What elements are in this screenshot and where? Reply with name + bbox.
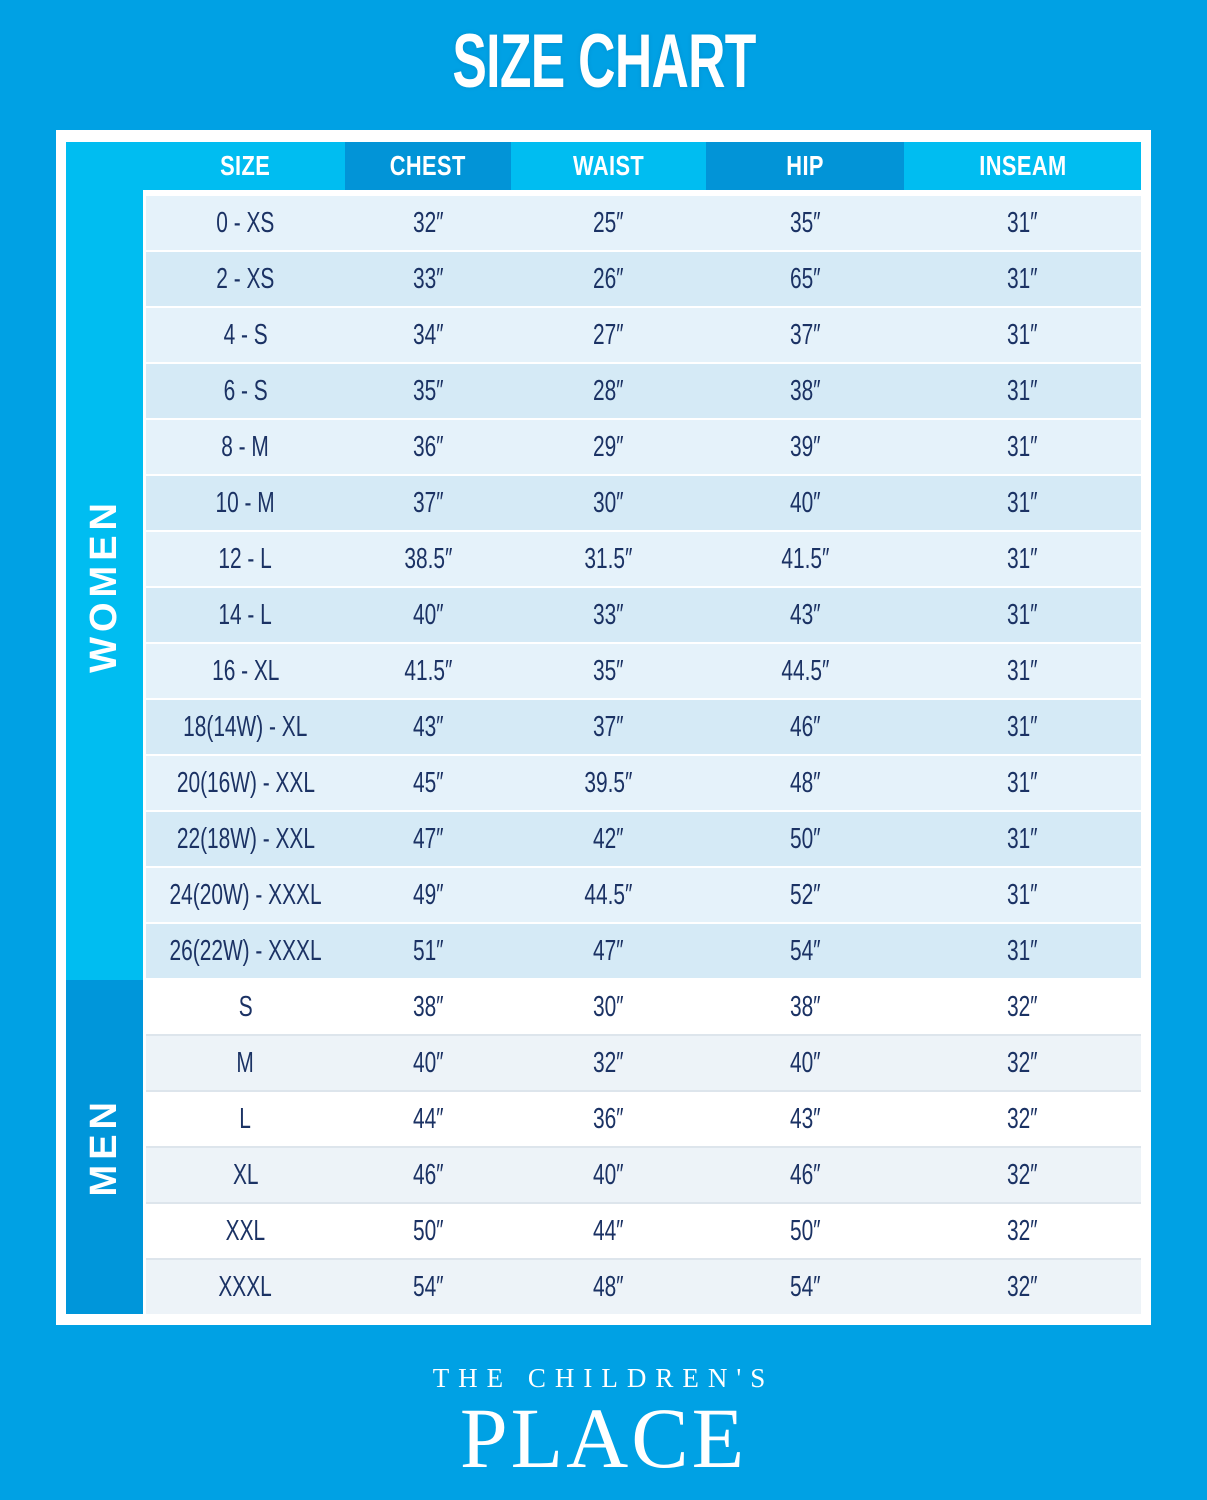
measurement-cell	[706, 868, 904, 922]
cell-value: 38″	[412, 990, 444, 1023]
cell-value: 26″	[593, 262, 624, 295]
measurement-cell	[345, 700, 511, 754]
cell-value: 41.5″	[403, 654, 453, 687]
cell-value: 32″	[1007, 1214, 1038, 1247]
cell-value: 44″	[412, 1102, 444, 1135]
measurement-cell	[511, 364, 706, 418]
cell-value: 28″	[593, 374, 624, 407]
cell-value: XL	[232, 1158, 259, 1191]
cell-value: 4 - S	[223, 318, 268, 351]
size-cell	[146, 1204, 345, 1258]
cell-value: 31.5″	[584, 542, 633, 575]
measurement-cell	[706, 756, 904, 810]
measurement-cell	[904, 812, 1141, 866]
measurement-cell	[706, 476, 904, 530]
size-cell	[146, 868, 345, 922]
cell-value: 24(20W) - XXXL	[169, 878, 322, 911]
measurement-cell	[706, 364, 904, 418]
measurement-cell	[345, 588, 511, 642]
measurement-cell	[345, 364, 511, 418]
brand-name-bottom: PLACE	[459, 1390, 748, 1486]
cell-value: 27″	[593, 318, 624, 351]
measurement-cell	[904, 1148, 1141, 1202]
measurement-cell	[511, 644, 706, 698]
cell-value: XXL	[225, 1214, 266, 1247]
cell-value: 38″	[789, 374, 821, 407]
measurement-cell	[511, 1036, 706, 1090]
cell-value: 2 - XS	[216, 262, 275, 295]
cell-value: 40″	[593, 1158, 624, 1191]
cell-value: 30″	[593, 990, 624, 1023]
cell-value: 47″	[593, 934, 624, 967]
measurement-cell	[904, 308, 1141, 362]
men-section-label: MEN	[83, 1097, 125, 1197]
measurement-cell	[511, 1204, 706, 1258]
column-header-size	[66, 142, 345, 190]
cell-value: 29″	[593, 430, 624, 463]
size-cell	[146, 364, 345, 418]
cell-value: L	[239, 1102, 252, 1135]
measurement-cell	[904, 1092, 1141, 1146]
cell-value: 39″	[789, 430, 821, 463]
measurement-cell	[706, 420, 904, 474]
cell-value: 33″	[593, 598, 624, 631]
measurement-cell	[706, 1148, 904, 1202]
cell-value: 31″	[1007, 430, 1038, 463]
measurement-cell	[706, 812, 904, 866]
cell-value: 51″	[412, 934, 444, 967]
column-header-size-label: SIZE	[220, 150, 271, 181]
cell-value: 33″	[412, 262, 444, 295]
cell-value: 34″	[412, 318, 444, 351]
measurement-cell	[511, 1148, 706, 1202]
measurement-cell	[904, 364, 1141, 418]
measurement-cell	[706, 1036, 904, 1090]
size-cell	[146, 1092, 345, 1146]
measurement-cell	[706, 308, 904, 362]
cell-value: 54″	[789, 934, 821, 967]
measurement-cell	[706, 644, 904, 698]
measurement-cell	[511, 812, 706, 866]
cell-value: 35″	[412, 374, 444, 407]
size-cell	[146, 1260, 345, 1314]
measurement-cell	[706, 980, 904, 1034]
column-header-hip	[706, 142, 904, 190]
size-cell	[146, 196, 345, 250]
cell-value: 32″	[1007, 1102, 1038, 1135]
table-row	[146, 700, 1141, 756]
cell-value: 12 - L	[218, 542, 273, 575]
cell-value: 32″	[593, 1046, 624, 1079]
size-cell	[146, 924, 345, 978]
measurement-cell	[904, 252, 1141, 306]
column-header-chest	[345, 142, 511, 190]
cell-value: 44.5″	[780, 654, 830, 687]
sidebar-section-men	[66, 980, 143, 1314]
cell-value: 31″	[1007, 262, 1038, 295]
cell-value: 0 - XS	[216, 206, 275, 239]
cell-value: 26(22W) - XXXL	[169, 934, 322, 967]
measurement-cell	[511, 196, 706, 250]
cell-value: 36″	[412, 430, 444, 463]
cell-value: 14 - L	[218, 598, 273, 631]
size-cell	[146, 308, 345, 362]
cell-value: 31″	[1007, 374, 1038, 407]
cell-value: 35″	[593, 654, 624, 687]
cell-value: 45″	[412, 766, 444, 799]
cell-value: 31″	[1007, 486, 1038, 519]
cell-value: 43″	[412, 710, 444, 743]
cell-value: 31″	[1007, 766, 1038, 799]
measurement-cell	[345, 532, 511, 586]
column-header-hip-label: HIP	[786, 150, 824, 181]
table-row	[146, 308, 1141, 364]
table-row	[146, 1092, 1141, 1148]
cell-value: 20(16W) - XXL	[176, 766, 315, 799]
size-cell	[146, 252, 345, 306]
cell-value: 44″	[593, 1214, 624, 1247]
cell-value: 18(14W) - XL	[183, 710, 308, 743]
measurement-cell	[904, 644, 1141, 698]
measurement-cell	[904, 700, 1141, 754]
measurement-cell	[345, 1036, 511, 1090]
measurement-cell	[345, 868, 511, 922]
size-chart-table	[56, 130, 1151, 1325]
cell-value: 46″	[789, 710, 821, 743]
table-body	[66, 190, 1141, 1314]
measurement-cell	[511, 1260, 706, 1314]
table-row	[146, 756, 1141, 812]
measurement-cell	[345, 420, 511, 474]
size-cell	[146, 756, 345, 810]
cell-value: 50″	[789, 822, 821, 855]
table-row	[146, 588, 1141, 644]
cell-value: 47″	[412, 822, 444, 855]
measurement-cell	[345, 1092, 511, 1146]
column-header-inseam-label: INSEAM	[978, 150, 1067, 181]
cell-value: 46″	[789, 1158, 821, 1191]
cell-value: 35″	[789, 206, 821, 239]
cell-value: 31″	[1007, 206, 1038, 239]
measurement-cell	[345, 196, 511, 250]
cell-value: 46″	[412, 1158, 444, 1191]
cell-value: 30″	[593, 486, 624, 519]
cell-value: 43″	[789, 1102, 821, 1135]
cell-value: 50″	[789, 1214, 821, 1247]
measurement-cell	[706, 924, 904, 978]
measurement-cell	[511, 980, 706, 1034]
measurement-cell	[511, 420, 706, 474]
cell-value: 38″	[789, 990, 821, 1023]
cell-value: 49″	[412, 878, 444, 911]
size-cell	[146, 1148, 345, 1202]
table-header-row	[66, 142, 1141, 190]
measurement-cell	[511, 252, 706, 306]
page-title	[0, 0, 1207, 126]
table-row	[146, 532, 1141, 588]
measurement-cell	[706, 1260, 904, 1314]
column-header-waist-label: WAIST	[572, 150, 645, 181]
table-row	[146, 1204, 1141, 1260]
cell-value: 32″	[1007, 1046, 1038, 1079]
cell-value: 32″	[1007, 1158, 1038, 1191]
measurement-cell	[345, 644, 511, 698]
table-row	[146, 644, 1141, 700]
cell-value: M	[236, 1046, 255, 1079]
measurement-cell	[345, 1148, 511, 1202]
cell-value: 41.5″	[780, 542, 830, 575]
measurement-cell	[345, 756, 511, 810]
measurement-cell	[345, 980, 511, 1034]
cell-value: 43″	[789, 598, 821, 631]
cell-value: 42″	[593, 822, 624, 855]
cell-value: 31″	[1007, 318, 1038, 351]
measurement-cell	[706, 700, 904, 754]
table-row	[146, 924, 1141, 980]
cell-value: 40″	[412, 598, 444, 631]
cell-value: 32″	[1007, 1270, 1038, 1303]
cell-value: 10 - M	[215, 486, 276, 519]
column-header-waist	[511, 142, 706, 190]
cell-value: 22(18W) - XXL	[176, 822, 315, 855]
measurement-cell	[904, 532, 1141, 586]
measurement-cell	[904, 980, 1141, 1034]
cell-value: 52″	[789, 878, 821, 911]
size-cell	[146, 588, 345, 642]
size-cell	[146, 980, 345, 1034]
cell-value: XXXL	[218, 1270, 273, 1303]
measurement-cell	[904, 420, 1141, 474]
measurement-cell	[345, 308, 511, 362]
size-cell	[146, 812, 345, 866]
cell-value: 38.5″	[403, 542, 453, 575]
table-row	[146, 812, 1141, 868]
cell-value: 6 - S	[223, 374, 268, 407]
measurement-cell	[706, 196, 904, 250]
cell-value: 50″	[412, 1214, 444, 1247]
cell-value: 54″	[412, 1270, 444, 1303]
cell-value: 39.5″	[584, 766, 633, 799]
measurement-cell	[706, 532, 904, 586]
cell-value: 31″	[1007, 598, 1038, 631]
sidebar-section-women	[66, 190, 143, 980]
measurement-cell	[511, 308, 706, 362]
table-row	[146, 980, 1141, 1036]
size-cell	[146, 420, 345, 474]
cell-value: 48″	[789, 766, 821, 799]
measurement-cell	[345, 924, 511, 978]
measurement-cell	[511, 588, 706, 642]
measurement-cell	[345, 812, 511, 866]
measurement-cell	[904, 1204, 1141, 1258]
brand-name-top: THE CHILDREN'S	[432, 1363, 775, 1393]
measurement-cell	[706, 252, 904, 306]
measurement-cell	[904, 1260, 1141, 1314]
table-row	[146, 252, 1141, 308]
cell-value: 31″	[1007, 654, 1038, 687]
women-section-label: WOMEN	[83, 497, 125, 673]
cell-value: 25″	[593, 206, 624, 239]
measurement-cell	[345, 252, 511, 306]
cell-value: 32″	[412, 206, 444, 239]
table-rows	[143, 190, 1141, 1314]
cell-value: 31″	[1007, 822, 1038, 855]
measurement-cell	[511, 700, 706, 754]
cell-value: 37″	[412, 486, 444, 519]
cell-value: 65″	[789, 262, 821, 295]
cell-value: 31″	[1007, 934, 1038, 967]
measurement-cell	[904, 756, 1141, 810]
brand-logo	[0, 1363, 1207, 1486]
table-row	[146, 420, 1141, 476]
cell-value: 8 - M	[221, 430, 270, 463]
measurement-cell	[511, 756, 706, 810]
measurement-cell	[511, 1092, 706, 1146]
measurement-cell	[706, 1092, 904, 1146]
table-row	[146, 868, 1141, 924]
cell-value: 31″	[1007, 542, 1038, 575]
measurement-cell	[511, 924, 706, 978]
size-cell	[146, 1036, 345, 1090]
section-sidebar	[66, 190, 143, 1314]
size-cell	[146, 644, 345, 698]
measurement-cell	[706, 588, 904, 642]
table-row	[146, 1148, 1141, 1204]
size-cell	[146, 700, 345, 754]
cell-value: 40″	[789, 1046, 821, 1079]
page-title-text: SIZE CHART	[451, 19, 756, 104]
measurement-cell	[904, 476, 1141, 530]
measurement-cell	[345, 1260, 511, 1314]
measurement-cell	[511, 476, 706, 530]
size-chart-table-inner	[66, 142, 1141, 1314]
measurement-cell	[904, 1036, 1141, 1090]
cell-value: 37″	[593, 710, 624, 743]
measurement-cell	[345, 1204, 511, 1258]
column-header-inseam	[904, 142, 1141, 190]
cell-value: 36″	[593, 1102, 624, 1135]
column-header-chest-label: CHEST	[390, 150, 466, 181]
size-cell	[146, 532, 345, 586]
measurement-cell	[345, 476, 511, 530]
table-row	[146, 476, 1141, 532]
cell-value: 40″	[789, 486, 821, 519]
measurement-cell	[904, 588, 1141, 642]
cell-value: S	[238, 990, 253, 1023]
cell-value: 48″	[593, 1270, 624, 1303]
cell-value: 37″	[789, 318, 821, 351]
cell-value: 44.5″	[584, 878, 633, 911]
table-row	[146, 1036, 1141, 1092]
cell-value: 16 - XL	[211, 654, 280, 687]
measurement-cell	[511, 532, 706, 586]
cell-value: 32″	[1007, 990, 1038, 1023]
measurement-cell	[706, 1204, 904, 1258]
measurement-cell	[511, 868, 706, 922]
measurement-cell	[904, 196, 1141, 250]
size-cell	[146, 476, 345, 530]
table-row	[146, 1260, 1141, 1314]
measurement-cell	[904, 868, 1141, 922]
cell-value: 31″	[1007, 710, 1038, 743]
table-row	[146, 196, 1141, 252]
cell-value: 40″	[412, 1046, 444, 1079]
measurement-cell	[904, 924, 1141, 978]
cell-value: 54″	[789, 1270, 821, 1303]
table-row	[146, 364, 1141, 420]
cell-value: 31″	[1007, 878, 1038, 911]
